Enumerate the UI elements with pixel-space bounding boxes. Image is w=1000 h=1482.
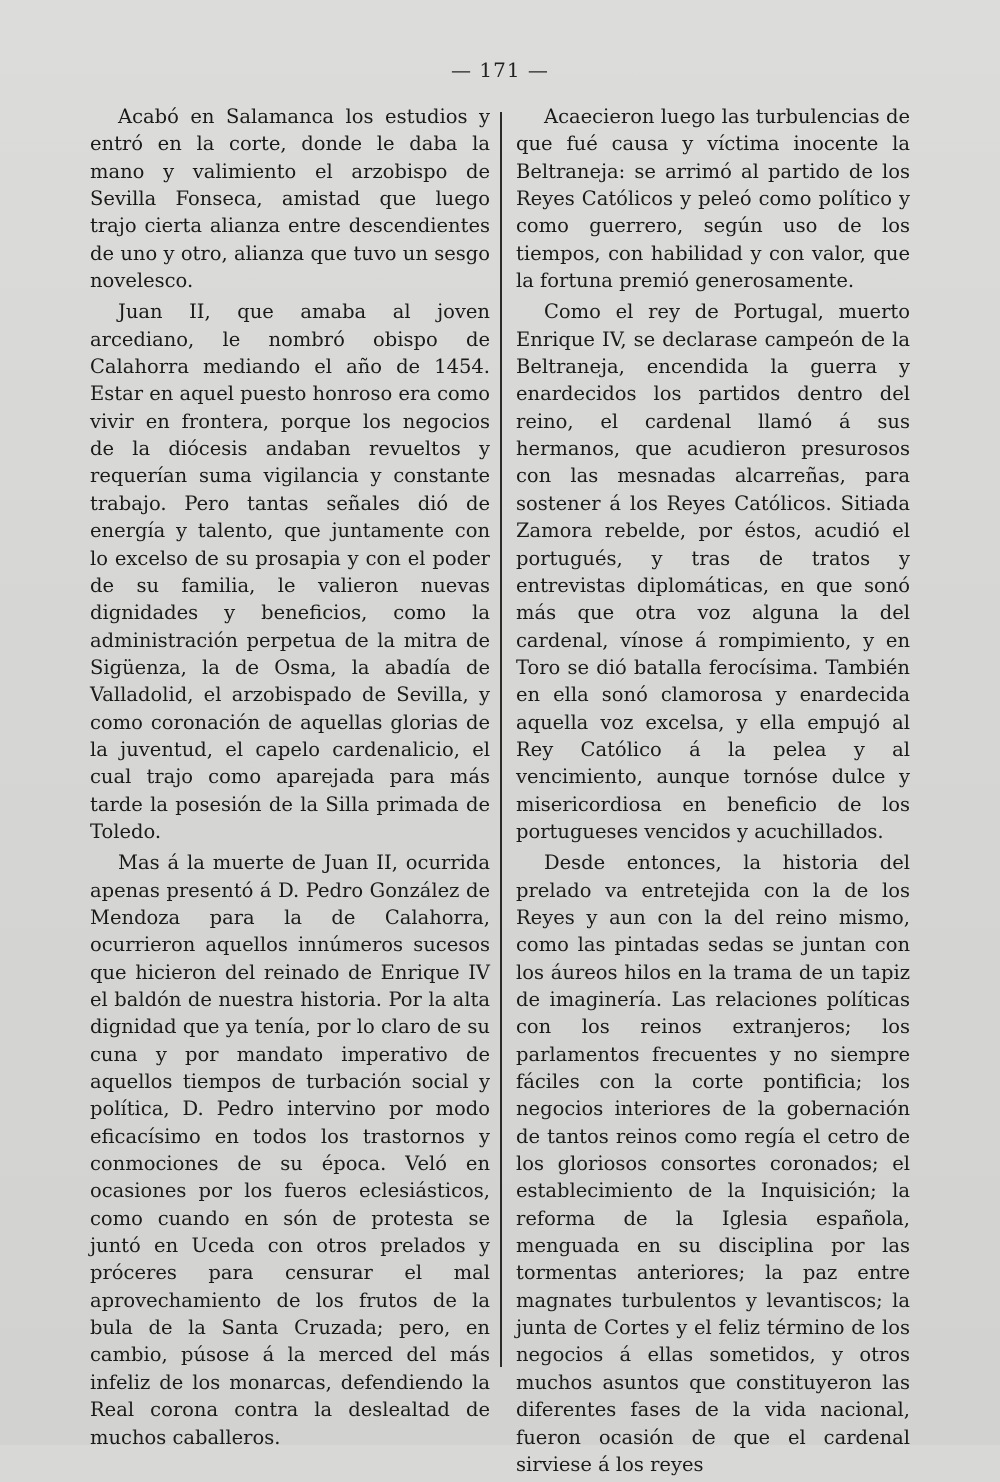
- paragraph: Acabó en Salamanca los estudios y entró en la corte, donde le daba la mano y valimiento el arzobispo de Sevilla Fonseca, amistad que luego trajo cierta alianza entre descendientes de uno y otro, alianza que tuvo un sesgo novelesco.: [90, 105, 490, 293]
- left-column: [90, 103, 490, 1455]
- paragraph: Como el rey de Portugal, muerto Enrique IV, se declarase campeón de la Beltraneja, encendida la guerra y enardecidos los partidos dentro del reino, el cardenal llamó á sus hermanos, que acudieron presurosos con las mesnadas alcarreñas, para sostener á los Reyes Católicos. Sitiada Zamora rebelde, por éstos, acudió el portugués, y tras de tratos y entrevistas diplomáticas, en que sonó más que otra voz alguna la del cardenal, vínose á rompimiento, y en Toro se dió batalla ferocísima. También en ella sonó clamorosa y enardecida aquella voz excelsa, y ella empujó al Rey Católico á la pelea y al vencimiento, aunque tornóse dulce y misericordiosa en beneficio de los portugueses vencidos y acuchillados.: [516, 300, 910, 843]
- page-number: — 171 —: [451, 58, 549, 82]
- paragraph: Juan II, que amaba al joven arcediano, le nombró obispo de Calahorra mediando el año de 1454. Estar en aquel puesto honroso era como vivir en frontera, porque los negocios de la diócesis andaban revueltos y requerían suma vigilancia y constante trabajo. Pero tantas señales dió de energía y talento, que juntamente con lo excelso de su prosapia y con el poder de su familia, le valieron nuevas dignidades y beneficios, como la administración perpetua de la mitra de Sigüenza, la de Osma, la abadía de Valladolid, el arzobispado de Sevilla, y como coronación de aquellas glorias de la juventud, el capelo cardenalicio, el cual trajo como aparejada para más tarde la posesión de la Silla primada de Toledo.: [90, 300, 490, 843]
- paragraph: Mas á la muerte de Juan II, ocurrida apenas presentó á D. Pedro González de Mendoza para la de Calahorra, ocurrieron aquellos innúmeros sucesos que hicieron del reinado de Enrique IV el baldón de nuestra historia. Por la alta dignidad que ya tenía, por lo claro de su cuna y por mandato imperativo de aquellos tiempos de turbación social y política, D. Pedro intervino por modo eficacísimo en todos los trastornos y conmociones de su época. Veló en ocasiones por los fueros eclesiásticos, como cuando en són de protesta se juntó en Uceda con otros prelados y próceres para censurar el mal aprovechamiento de los frutos de la bula de la Santa Cruzada; pero, en cambio, púsose á la merced del más infeliz de los monarcas, defendiendo la Real corona contra la deslealtad de muchos caballeros.: [90, 851, 490, 1449]
- right-column: [516, 103, 910, 1482]
- paragraph: Acaecieron luego las turbulencias de que fué causa y víctima inocente la Beltraneja: se arrimó al partido de los Reyes Católicos y peleó como político y como guerrero, según uso de los tiempos, con habilidad y con valor, que la fortuna premió generosamente.: [516, 105, 910, 293]
- paragraph: Desde entonces, la historia del prelado va entretejida con la de los Reyes y aun con la del reino mismo, como las pintadas sedas se juntan con los áureos hilos en la trama de un tapiz de imaginería. Las relaciones políticas con los reinos extranjeros; los parlamentos frecuentes y no siempre fáciles con la corte pontificia; los negocios interiores de la gobernación de tantos reinos como regía el cetro de los gloriosos consortes coronados; el establecimiento de la Inquisición; la reforma de la Iglesia española, menguada en su disciplina por las tormentas anteriores; la paz entre magnates turbulentos y levantiscos; la junta de Cortes y el feliz término de los negocios á ellas sometidos, y otros muchos asuntos que constituyeron las diferentes fases de la vida nacional, fueron ocasión de que el cardenal sirviese á los reyes: [516, 851, 910, 1476]
- column-divider: [500, 112, 502, 1367]
